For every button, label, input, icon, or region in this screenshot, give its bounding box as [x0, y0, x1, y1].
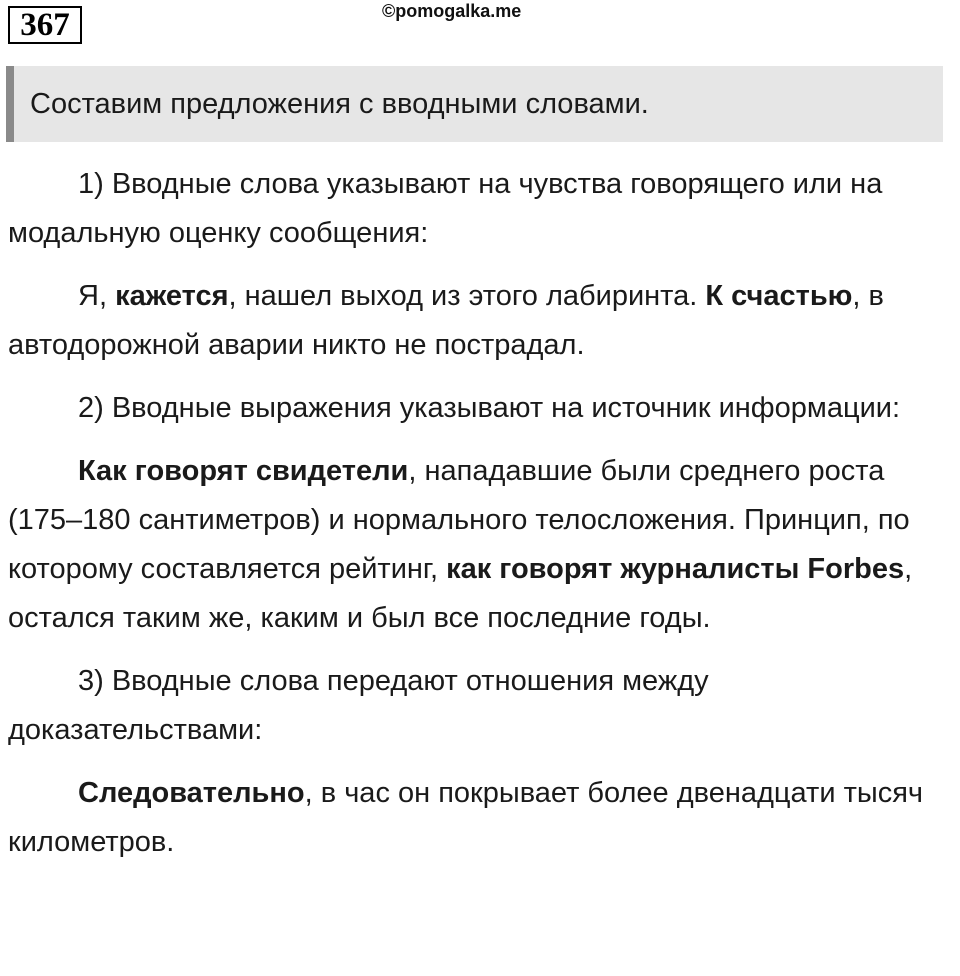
text-segment: , в час он покрывает более двенадцати тысяч километров. [8, 777, 924, 858]
section-3-example [8, 769, 954, 867]
text-segment: , нападавшие были среднего роста (175–180 сантиметров) и нормального телосложения. Принцип, по которому составляется рейтинг, [8, 455, 910, 585]
introductory-word: К счастью [705, 280, 853, 312]
text-segment: Я, [78, 280, 116, 312]
introductory-word: Как говорят свидетели [78, 455, 409, 487]
introductory-word: Следовательно [78, 777, 305, 809]
text-segment: , остался таким же, каким и был все последние годы. [8, 553, 913, 634]
content-body [8, 160, 954, 881]
section-2-intro [8, 384, 954, 433]
heading-text: Составим предложения с вводными словами. [30, 88, 649, 120]
text-segment: , нашел выход из этого лабиринта. [228, 280, 706, 312]
section-1-example [8, 272, 954, 370]
task-number-badge: 367 [8, 6, 82, 44]
introductory-word: как говорят журналисты Forbes [446, 553, 905, 585]
watermark: ©pomogalka.me [382, 1, 522, 21]
heading-box [6, 66, 943, 142]
section-1-intro [8, 160, 954, 258]
text-segment: 1) Вводные слова указывают на чувства говорящего или на модальную оценку сообщения: [8, 168, 883, 249]
text-segment: , в автодорожной аварии никто не пострадал. [8, 280, 884, 361]
section-2-example [8, 447, 954, 643]
text-segment: 3) Вводные слова передают отношения между доказательствами: [8, 665, 709, 746]
text-segment: 2) Вводные выражения указывают на источник информации: [78, 392, 901, 424]
section-3-intro [8, 657, 954, 755]
introductory-word: кажется [115, 280, 229, 312]
